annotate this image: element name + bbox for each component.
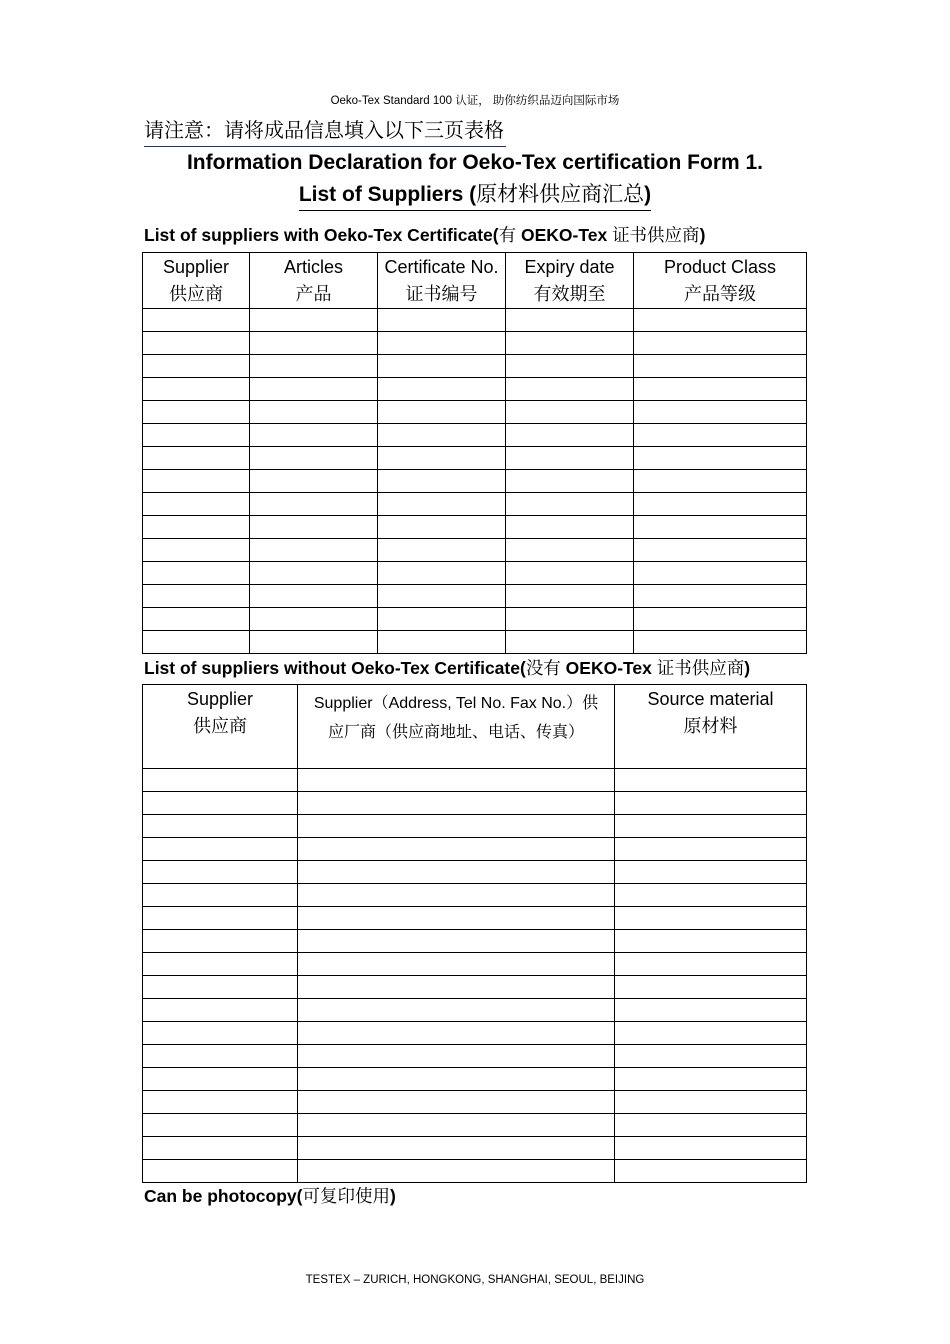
section1-title-end: ) [699, 225, 706, 245]
table-cell[interactable] [250, 447, 378, 470]
table-cell[interactable] [143, 1091, 298, 1114]
table-cell[interactable] [143, 907, 298, 930]
table-cell[interactable] [615, 769, 807, 792]
table-cell[interactable] [250, 562, 378, 585]
table-cell[interactable] [615, 1045, 807, 1068]
table-cell[interactable] [615, 1068, 807, 1091]
table-cell[interactable] [506, 539, 634, 562]
table-cell[interactable] [298, 953, 615, 976]
table-cell[interactable] [615, 999, 807, 1022]
table-cell[interactable] [634, 424, 807, 447]
table-row [143, 493, 807, 516]
section1-title-en: List of suppliers with Oeko-Tex Certificate( [144, 225, 499, 245]
table-cell[interactable] [634, 355, 807, 378]
table-cell[interactable] [250, 332, 378, 355]
table-cell[interactable] [378, 516, 506, 539]
table-cell[interactable] [615, 861, 807, 884]
table-row [143, 792, 807, 815]
table-cell[interactable] [378, 470, 506, 493]
table-cell[interactable] [634, 447, 807, 470]
table-cell[interactable] [615, 1022, 807, 1045]
photocopy-note-cn: 可复印使用 [302, 1186, 390, 1206]
table-cell[interactable] [143, 355, 250, 378]
table-cell[interactable] [298, 999, 615, 1022]
uncertified-suppliers-table [142, 684, 807, 1183]
table-cell[interactable] [634, 309, 807, 332]
table-row [143, 907, 807, 930]
table-cell[interactable] [250, 493, 378, 516]
photocopy-note-end: ) [389, 1186, 396, 1206]
column-header-source-material: Source material 原材料 [615, 685, 807, 769]
table-cell[interactable] [143, 884, 298, 907]
table-cell[interactable] [506, 562, 634, 585]
table-row [143, 470, 807, 493]
table-cell[interactable] [378, 631, 506, 654]
table-cell[interactable] [250, 401, 378, 424]
table-cell[interactable] [143, 1114, 298, 1137]
table-row [143, 838, 807, 861]
table-cell[interactable] [634, 493, 807, 516]
table-cell[interactable] [298, 1160, 615, 1183]
table-row [143, 355, 807, 378]
table-cell[interactable] [378, 493, 506, 516]
table-cell[interactable] [634, 516, 807, 539]
form-title: Information Declaration for Oeko-Tex certification Form 1. [186, 151, 764, 174]
section2-title-en2: OEKO-Tex [560, 658, 657, 678]
table-cell[interactable] [143, 516, 250, 539]
table-cell[interactable] [298, 884, 615, 907]
table-cell[interactable] [298, 815, 615, 838]
table-cell[interactable] [298, 976, 615, 999]
table-cell[interactable] [378, 424, 506, 447]
table-cell[interactable] [615, 1114, 807, 1137]
table-row [143, 999, 807, 1022]
table-cell[interactable] [506, 332, 634, 355]
table-cell[interactable] [378, 309, 506, 332]
table-row [143, 631, 807, 654]
table-row [143, 1114, 807, 1137]
table-cell[interactable] [298, 1045, 615, 1068]
table-cell[interactable] [634, 332, 807, 355]
form-subtitle-cn: 原材料供应商汇总 [476, 183, 645, 206]
table-cell[interactable] [378, 401, 506, 424]
form-subtitle-wrap [0, 180, 950, 211]
table-cell[interactable] [615, 953, 807, 976]
table-cell[interactable] [250, 355, 378, 378]
table-row [143, 976, 807, 999]
table-cell[interactable] [615, 976, 807, 999]
table-row [143, 516, 807, 539]
table-row [143, 562, 807, 585]
table-row [143, 447, 807, 470]
table-row [143, 1022, 807, 1045]
column-header-articles: Articles 产品 [250, 253, 378, 309]
notice-text: 请注意：请将成品信息填入以下三页表格 [144, 116, 506, 147]
table-cell[interactable] [378, 447, 506, 470]
table-cell[interactable] [615, 815, 807, 838]
table-cell[interactable] [634, 539, 807, 562]
table-cell[interactable] [143, 999, 298, 1022]
table-cell[interactable] [634, 585, 807, 608]
table-cell[interactable] [298, 907, 615, 930]
table-cell[interactable] [506, 424, 634, 447]
table-row [143, 953, 807, 976]
column-header-product-class: Product Class 产品等级 [634, 253, 807, 309]
table-cell[interactable] [506, 378, 634, 401]
table-cell[interactable] [143, 1137, 298, 1160]
table-cell[interactable] [298, 769, 615, 792]
table-cell[interactable] [143, 424, 250, 447]
table-cell[interactable] [634, 562, 807, 585]
table-cell[interactable] [298, 1137, 615, 1160]
table-cell[interactable] [378, 332, 506, 355]
form-subtitle [299, 180, 651, 211]
table-cell[interactable] [143, 470, 250, 493]
table-cell[interactable] [506, 516, 634, 539]
table-cell[interactable] [143, 815, 298, 838]
table-cell[interactable] [615, 792, 807, 815]
table-cell[interactable] [615, 1160, 807, 1183]
photocopy-note [144, 1185, 396, 1207]
column-header-supplier: Supplier 供应商 [143, 685, 298, 769]
table-cell[interactable] [250, 585, 378, 608]
table-cell[interactable] [634, 631, 807, 654]
section1-title-cn2: 证书供应商 [612, 225, 700, 245]
table-row [143, 930, 807, 953]
table-cell[interactable] [143, 838, 298, 861]
table-cell[interactable] [615, 930, 807, 953]
table-cell[interactable] [298, 1091, 615, 1114]
table-cell[interactable] [378, 539, 506, 562]
table-row [143, 608, 807, 631]
table-cell[interactable] [506, 309, 634, 332]
table-cell[interactable] [143, 769, 298, 792]
table-cell[interactable] [250, 378, 378, 401]
table-row [143, 401, 807, 424]
table-cell[interactable] [378, 608, 506, 631]
footer-locations: TESTEX – ZURICH, HONGKONG, SHANGHAI, SEOUL, BEIJING [305, 1274, 645, 1286]
table-cell[interactable] [506, 447, 634, 470]
table-cell[interactable] [250, 470, 378, 493]
table-cell[interactable] [615, 838, 807, 861]
table-cell[interactable] [143, 631, 250, 654]
table-cell[interactable] [506, 493, 634, 516]
section2-title-cn2: 证书供应商 [656, 658, 745, 678]
table-cell[interactable] [378, 562, 506, 585]
table-cell[interactable] [634, 378, 807, 401]
table-cell[interactable] [634, 470, 807, 493]
table-cell[interactable] [143, 539, 250, 562]
table-row [143, 769, 807, 792]
table-cell[interactable] [378, 585, 506, 608]
section2-title-en: List of suppliers without Oeko-Tex Certificate( [144, 658, 526, 678]
table-row [143, 815, 807, 838]
table-cell[interactable] [298, 930, 615, 953]
table-row [143, 539, 807, 562]
table-cell[interactable] [143, 861, 298, 884]
table-row [143, 861, 807, 884]
table-cell[interactable] [143, 401, 250, 424]
photocopy-note-en: Can be photocopy( [144, 1186, 303, 1206]
table-cell[interactable] [378, 355, 506, 378]
section2-title-cn1: 没有 [525, 658, 561, 678]
table-cell[interactable] [143, 493, 250, 516]
table-cell[interactable] [634, 608, 807, 631]
table-cell[interactable] [143, 1068, 298, 1091]
header-tagline: Oeko-Tex Standard 100 认证， 助你纺织品迈向国际市场 [330, 95, 620, 107]
form-subtitle-en: List of Suppliers ( [298, 183, 477, 206]
table-cell[interactable] [143, 309, 250, 332]
table-cell[interactable] [506, 401, 634, 424]
table-cell[interactable] [506, 470, 634, 493]
table-cell[interactable] [250, 309, 378, 332]
column-header-expiry-date: Expiry date 有效期至 [506, 253, 634, 309]
table-cell[interactable] [615, 1091, 807, 1114]
table-cell[interactable] [250, 539, 378, 562]
table-row [143, 309, 807, 332]
table-cell[interactable] [143, 930, 298, 953]
table-cell[interactable] [298, 1114, 615, 1137]
table-cell[interactable] [143, 447, 250, 470]
table-row [143, 424, 807, 447]
table-cell[interactable] [615, 1137, 807, 1160]
table-row [143, 378, 807, 401]
table-cell[interactable] [615, 907, 807, 930]
table-row [143, 1137, 807, 1160]
table-cell[interactable] [143, 953, 298, 976]
table-cell[interactable] [143, 976, 298, 999]
table-cell[interactable] [143, 332, 250, 355]
table-header-row [143, 253, 807, 309]
table-cell[interactable] [250, 424, 378, 447]
table-cell[interactable] [143, 1022, 298, 1045]
table-cell[interactable] [298, 861, 615, 884]
section2-title-end: ) [744, 658, 751, 678]
form-subtitle-end: ) [644, 183, 652, 206]
table-cell[interactable] [615, 884, 807, 907]
table-header-row [143, 685, 807, 769]
table-cell[interactable] [143, 608, 250, 631]
table-row [143, 1068, 807, 1091]
table-cell[interactable] [143, 1160, 298, 1183]
table-cell[interactable] [298, 1022, 615, 1045]
column-header-supplier-contact: Supplier（Address, Tel No. Fax No.）供 应厂商（供应商地址、电话、传真） [298, 685, 615, 769]
table-cell[interactable] [506, 355, 634, 378]
table-row [143, 1160, 807, 1183]
table-cell[interactable] [143, 1045, 298, 1068]
table-cell[interactable] [378, 378, 506, 401]
table-cell[interactable] [143, 792, 298, 815]
table-cell[interactable] [250, 608, 378, 631]
column-header-supplier: Supplier 供应商 [143, 253, 250, 309]
table-cell[interactable] [298, 838, 615, 861]
table-cell[interactable] [143, 562, 250, 585]
table-cell[interactable] [506, 585, 634, 608]
table-cell[interactable] [250, 631, 378, 654]
table-row [143, 585, 807, 608]
table-cell[interactable] [143, 378, 250, 401]
table-row [143, 1045, 807, 1068]
section1-title-cn1: 有 [498, 225, 517, 245]
table-cell[interactable] [506, 631, 634, 654]
section1-title [144, 224, 705, 246]
section2-title [144, 657, 750, 679]
table-row [143, 1091, 807, 1114]
table-row [143, 332, 807, 355]
column-header-certificate-no: Certificate No. 证书编号 [378, 253, 506, 309]
table-cell[interactable] [143, 585, 250, 608]
section1-title-en2: OEKO-Tex [516, 225, 613, 245]
table-cell[interactable] [634, 401, 807, 424]
table-cell[interactable] [250, 516, 378, 539]
table-cell[interactable] [506, 608, 634, 631]
table-cell[interactable] [298, 792, 615, 815]
certified-suppliers-table [142, 252, 807, 654]
table-cell[interactable] [298, 1068, 615, 1091]
table-row [143, 884, 807, 907]
